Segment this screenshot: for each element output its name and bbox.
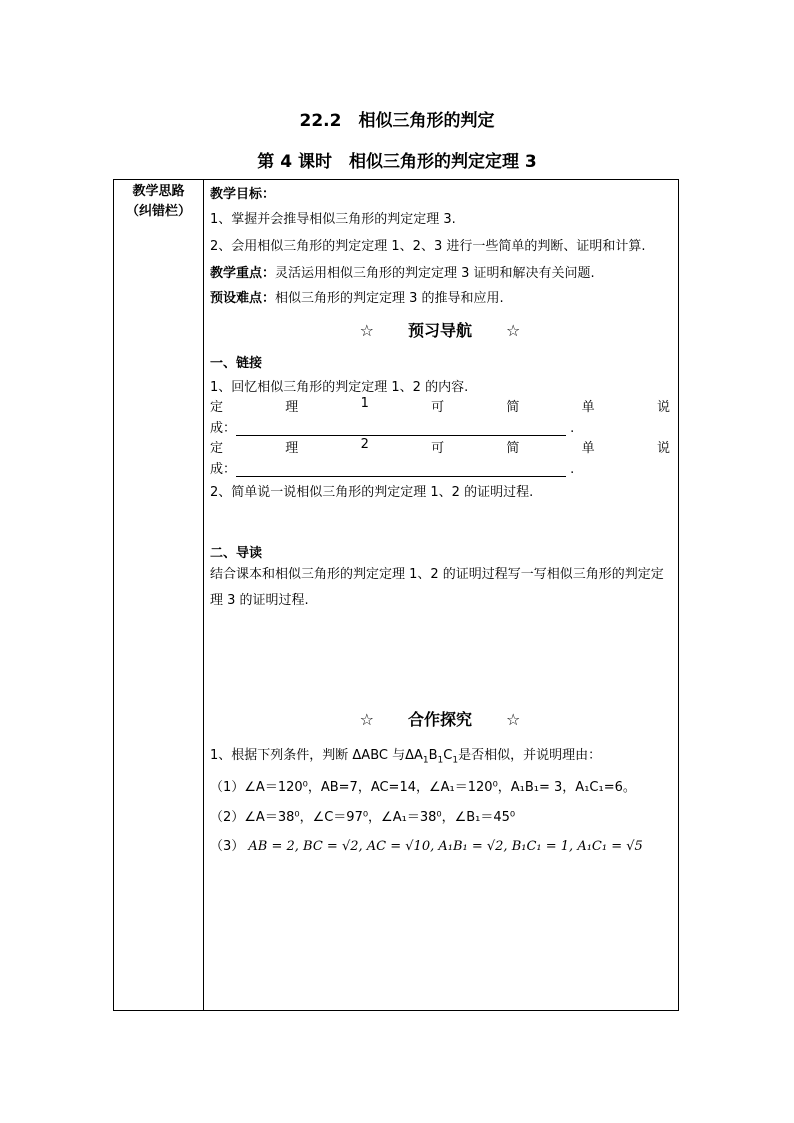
goal-item-1: 1、掌握并会推导相似三角形的判定定理 3. [210, 212, 456, 227]
notes-heading: 教学思路 [132, 184, 185, 199]
difficulty-point: 预设难点：相似三角形的判定定理 3 的推导和应用. [210, 291, 504, 306]
answer-blank-2[interactable] [236, 464, 566, 477]
exercise-case-2: （2）∠A＝38⁰，∠C＝97⁰，∠A₁＝38⁰，∠B₁＝45⁰ [210, 810, 516, 825]
link-question-1: 1、回忆相似三角形的判定定理 1、2 的内容. [210, 380, 469, 395]
preview-heading: ☆ 预习导航 ☆ [359, 321, 521, 340]
exercise-case-1: （1）∠A＝120⁰，AB=7，AC=14，∠A₁＝120⁰，A₁B₁= 3，A₁C₁=6。 [210, 780, 636, 795]
exercise-case-3: （3） AB = 2, BC = √2, AC = √10, A₁B₁ = √2, B₁C₁ = 1, A₁C₁ = √5 [210, 839, 643, 854]
cooperation-heading: ☆ 合作探究 ☆ [359, 710, 521, 729]
teaching-notes-column [114, 182, 203, 222]
goals-label: 教学目标： [210, 187, 276, 202]
theorem-1-line: 定 理 1 可 简 单 说 [210, 396, 670, 415]
lesson-subtitle: 第 4 课时 相似三角形的判定定理 3 [257, 152, 537, 172]
answer-blank-1[interactable] [236, 423, 566, 436]
guide-text: 结合课本和相似三角形的判定定理 1、2 的证明过程写一写相似三角形的判定定理 3 的证明过程. [210, 567, 664, 608]
star-icon: ☆ [359, 321, 374, 340]
column-divider [203, 180, 204, 1010]
exercise-intro: 1、根据下列条件，判断 ΔABC 与$\Delta A_1B_1C_1$是否相似，并说明理由： [210, 748, 602, 766]
star-icon: ☆ [506, 321, 521, 340]
goal-item-2: 2、会用相似三角形的判定定理 1、2、3 进行一些简单的判断、证明和计算. [210, 239, 646, 254]
star-icon: ☆ [359, 710, 374, 729]
theorem-1-fill: 成： . [210, 421, 575, 436]
theorem-2-fill: 成： . [210, 462, 575, 477]
lesson-title: 22.2 相似三角形的判定 [299, 111, 495, 131]
theorem-2-line: 定 理 2 可 简 单 说 [210, 437, 670, 456]
notes-subheading: （纠错栏） [125, 204, 191, 219]
star-icon: ☆ [506, 710, 521, 729]
link-heading: 一、链接 [210, 356, 263, 371]
link-question-2: 2、简单说一说相似三角形的判定定理 1、2 的证明过程. [210, 485, 534, 500]
key-point: 教学重点：灵活运用相似三角形的判定定理 3 证明和解决有关问题. [210, 266, 595, 281]
guide-heading: 二、导读 [210, 546, 263, 561]
lesson-table [113, 179, 679, 1011]
